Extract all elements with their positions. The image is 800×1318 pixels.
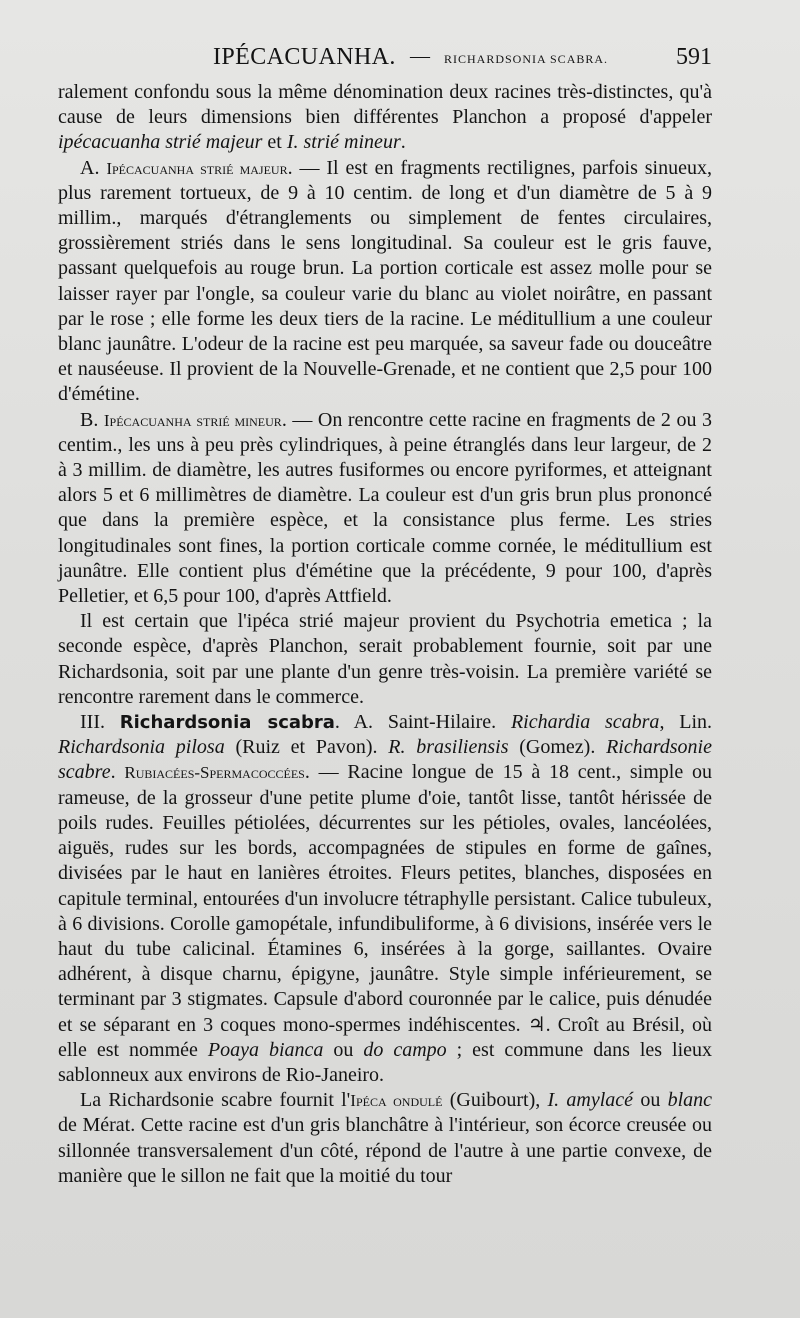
text-run: . — On rencontre cette racine en fragments de 2 ou 3 centim., les uns à peu près cylindriques, à peine étranglés dans leur largeur, de 2 à 3 millim. de diamètre, les autres fusiformes ou encore pyriformes, et atteignant alors 5 et 6 millimètres de diamètre. La couleur est d'un gris brun plus prononcé que dans la première espèce, et la consistance plus ferme. Les stries longitudinales sont fines, la portion corticale comme cornée, le méditullium est jaunâtre. Elle contient plus d'émétine que la précédente, 9 pour 100, d'après Pelletier, et 6,5 pour 100, d'après Attfield. (58, 408, 712, 608)
section-letter: A. (80, 156, 107, 179)
header-dash: — (410, 45, 430, 67)
paragraph-origin (58, 609, 712, 710)
italic-term: do campo (363, 1038, 447, 1061)
text-run: (Gomez). (508, 736, 607, 759)
section-letter: B. (80, 408, 104, 431)
text-run: La Richardsonie scabre fournit l' (80, 1089, 351, 1112)
text-run: ou (633, 1089, 668, 1112)
section-number: III. (80, 711, 120, 734)
small-caps-heading: Ipécacuanha strié majeur (106, 158, 288, 178)
paragraph-ipeca-ondule (58, 1088, 712, 1189)
paragraph-richardsonia (58, 710, 712, 1088)
paragraph-strie-majeur (58, 156, 712, 408)
small-caps-family: Rubiacées-Spermacoccées (124, 763, 305, 783)
body-text (58, 80, 712, 1260)
running-header (58, 44, 712, 78)
italic-term: I. amylacé (547, 1089, 634, 1112)
small-caps-heading: Ipéca ondulé (350, 1091, 443, 1111)
italic-term: blanc (667, 1089, 712, 1112)
paragraph-strie-mineur (58, 408, 712, 610)
italic-term: ipécacuanha strié majeur (58, 131, 263, 154)
bold-species-name: Richardsonia scabra (119, 712, 335, 734)
paragraph-continuation (58, 80, 712, 156)
text-run: ; est commune dans les lieux sablonneux aux environs de Rio-Janeiro. (58, 1038, 713, 1086)
text-run: . A. Saint-Hilaire. (334, 711, 511, 734)
small-caps-heading: Ipécacuanha strié mineur (103, 410, 282, 430)
italic-term: Richardia scabra (510, 711, 660, 734)
text-run: ou (323, 1038, 364, 1061)
text-run: . (110, 761, 125, 784)
italic-term: Poaya bianca (207, 1038, 324, 1061)
text-run: et (262, 131, 287, 154)
italic-term: I. strié mineur (286, 131, 401, 154)
running-title: IPÉCACUANHA. (213, 44, 396, 70)
text-run: (Ruiz et Pavon). (224, 736, 389, 759)
italic-term: R. brasiliensis (388, 736, 509, 759)
text-run: . (400, 131, 406, 154)
italic-term: Richardsonia pilosa (58, 736, 225, 759)
text-run: de Mérat. Cette racine est d'un gris blanchâtre à l'intérieur, son écorce creusée ou sillonnée transversalement d'un côté, répond de l'autre à une partie convexe, de manière que le sillon ne fait que la moitié du tour (58, 1114, 712, 1187)
text-run: . — Il est en fragments rectilignes, parfois sinueux, plus rarement tortueux, de 9 à 10 centim. de long et d'un diamètre de 5 à 9 millim., marqués d'étranglements ou simplement de fentes circulaires, grossièrement striés dans le sens longitudinal. Sa couleur est le gris fauve, passant quelquefois au rouge brun. La portion corticale est assez molle pour se laisser rayer par l'ongle, sa couleur varie du blanc au violet noirâtre, en passant par le rose ; elle forme les deux tiers de la racine. Le méditullium a une couleur blanc jaunâtre. L'odeur de la racine est peu marquée, sa saveur fade ou douceâtre et nauséeuse. Il provient de la Nouvelle-Grenade, et ne contient que 2,5 pour 100 d'émétine. (58, 156, 712, 406)
text-run: Il est certain que l'ipéca strié majeur provient du Psychotria emetica ; la seconde espèce, d'après Planchon, serait probablement fournie, soit par une Richardsonia, soit par une plante d'un genre très-voisin. La première variété se rencontre rarement dans le commerce. (58, 610, 712, 708)
text-run: . — Racine longue de 15 à 18 cent., simple ou rameuse, de la grosseur d'une petite plume d'oie, tantôt lisse, tantôt hérissée de poils rudes. Feuilles pétiolées, décurrentes sur les pétioles, ovales, lancéolées, aiguës, rudes sur les bords, accompagnées de stipules en forme de gaînes, divisées par le haut en lanières étroites. Fleurs petites, blanches, disposées en capitule terminal, entourées d'un involucre tétraphylle persistant. Calice tubuleux, à 6 divisions. Corolle gamopétale, infundibuliforme, à 6 divisions, insérée vers le haut du tube calicinal. Étamines 6, insérées à la gorge, saillantes. Ovaire adhérent, à disque charnu, épigyne, jaunâtre. Style simple inférieurement, se terminant par 3 stigmates. Capsule d'abord couronnée par le calice, puis dénudée et se séparant en 3 coques mono-spermes indéhiscentes. ♃. Croît au Brésil, où elle est nommée (58, 761, 712, 1061)
text-run: ralement confondu sous la même dénomination deux racines très-distinctes, qu'à cause de leurs dimensions bien différentes Planchon a proposé d'appeler (58, 81, 712, 129)
running-subtitle: RICHARDSONIA SCABRA. (444, 52, 609, 66)
page-number: 591 (676, 44, 712, 70)
text-run: (Guibourt), (442, 1089, 548, 1112)
text-run: , Lin. (659, 711, 713, 734)
italic-term: Richardsonie scabre (58, 736, 712, 784)
